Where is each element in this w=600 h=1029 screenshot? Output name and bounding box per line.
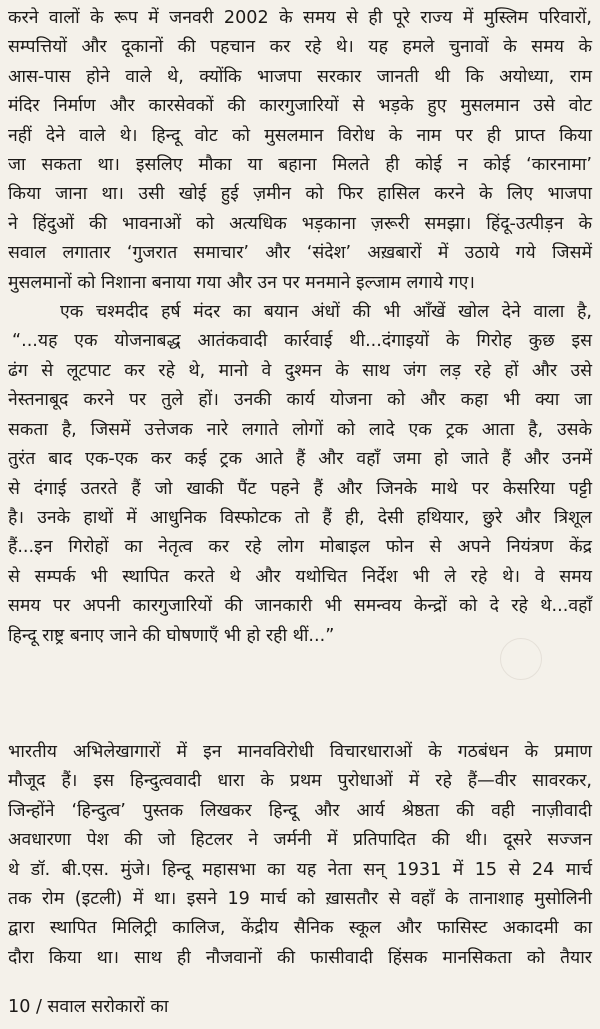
text-line: करने वालों के रूप में जनवरी 2002 के समय से ही पूरे राज्य में मुस्लिम परिवारों, [8,8,592,28]
text-line: “...यह एक योजनाबद्ध आतंकवादी कार्रवाई थी...दंगाइयों के गिरोह कुछ इस [12,331,593,352]
text-line: सकता है, जिसमें उत्तेजक नारे लगाते लोगों को लादे एक ट्रक आता है, उसके [8,419,592,440]
text-line: सवाल लगातार ‘गुजरात समाचार’ और ‘संदेश’ अख़बारों में उठाये गये जिसमें [8,243,592,264]
page-footer [8,993,168,1021]
text-line: एक चश्मदीद हर्ष मंदर का बयान अंधों की भी आँखें खोल देने वाला है, [60,302,592,323]
body-text-upper [8,4,592,651]
text-line: दौरा किया था। साथ ही नौजवानों की फासीवादी हिंसक मानसिकता को तैयार [8,947,592,968]
text-line: तुरंत बाद एक-एक कर कई ट्रक आते हैं और वहाँ जमा हो जाते हैं और उनमें [8,449,592,470]
text-line: मौजूद हैं। इस हिन्दुत्ववादी धारा के प्रथम पुरोधाओं में रहे हैं—वीर सावरकर, [8,771,592,792]
text-line: से दंगाई उतरते हैं जो खाकी पैंट पहने हैं और जिनके माथे पर केसरिया पट्टी [8,478,592,499]
show-through-mark [500,638,542,680]
text-line: नहीं देने वाले थे। हिन्दू वोट को मुसलमान विरोध के नाम पर ही प्राप्त किया [8,125,592,146]
text-line: है। उनके हाथों में आधुनिक विस्फोटक तो हैं ही, देसी हथियार, छुरे और त्रिशूल [8,507,592,528]
text-line: द्वारा स्थापित मिलिट्री कालिज, केंद्रीय सैनिक स्कूल और फासिस्ट अकादमी का [8,918,592,939]
text-line: नेस्तनाबूद करने पर तुले हों। उनकी कार्य योजना को और कहा भी क्या जा [8,390,592,411]
text-line: थे डॉ. बी.एस. मुंजे। हिन्दू महासभा का यह नेता सन् 1931 में 15 से 24 मार्च [8,859,592,880]
text-line: से सम्पर्क भी स्थापित करते थे और यथोचित निर्देश भी ले रहे थे। वे समय [8,566,592,587]
text-line: मुसलमानों को निशाना बनाया गया और उन पर मनमाने इल्जाम लगाये गए। [8,272,475,293]
page-number: 10 [8,997,31,1017]
text-line: जिन्होंने ‘हिन्दुत्व’ पुस्तक लिखकर हिन्दू और आर्य श्रेष्ठता की वही नाज़ीवादी [8,800,592,821]
text-line: तक रोम (इटली) में था। इसने 19 मार्च को ख़ासतौर से वहाँ के तानाशाह मुसोलिनी [8,889,592,910]
text-line: ढंग से लूटपाट कर रहे थे, मानो वे दुश्मन के साथ जंग लड़ रहे हों और उसे [8,360,592,381]
text-line: सम्पत्तियों और दूकानों की पहचान कर रहे थे। यह हमले चुनावों के समय के [8,37,592,58]
body-text-lower [8,738,592,973]
text-line: किया जाना था। उसी खोई हुई ज़मीन को फिर हासिल करने के लिए भाजपा [8,184,592,205]
text-line: मंदिर निर्माण और कारसेवकों की कारगुजारियों से भड़के हुए मुसलमान उसे वोट [8,96,592,117]
text-line: हिन्दू राष्ट्र बनाए जाने की घोषणाएँ भी हो रही थीं...” [8,625,335,646]
text-line: समय पर अपनी कारगुजारियों की जानकारी भी समन्वय केन्द्रों को दे रहे थे...वहाँ [8,596,592,617]
text-line: ने हिंदुओं की भावनाओं को अत्यधिक भड़काना ज़रूरी समझा। हिंदू-उत्पीड़न के [8,213,592,234]
text-line: आस-पास होने वाले थे, क्योंकि भाजपा सरकार जानती थी कि अयोध्या, राम [8,66,592,87]
text-line: भारतीय अभिलेखागारों में इन मानवविरोधी विचारधाराओं के गठबंधन के प्रमाण [8,742,592,762]
text-line: जा सकता था। इसलिए मौका या बहाना मिलते ही कोई न कोई ‘कारनामा’ [8,155,592,176]
footer-separator: / [35,997,42,1017]
running-title: सवाल सरोकारों का [47,997,169,1017]
text-line: अवधारणा पेश की जो हिटलर ने जर्मनी में प्रतिपादित की थी। दूसरे सज्जन [8,830,592,851]
text-line: हैं...इन गिरोहों का नेतृत्व कर रहे लोग मोबाइल फोन से अपने नियंत्रण केंद्र [8,537,592,558]
